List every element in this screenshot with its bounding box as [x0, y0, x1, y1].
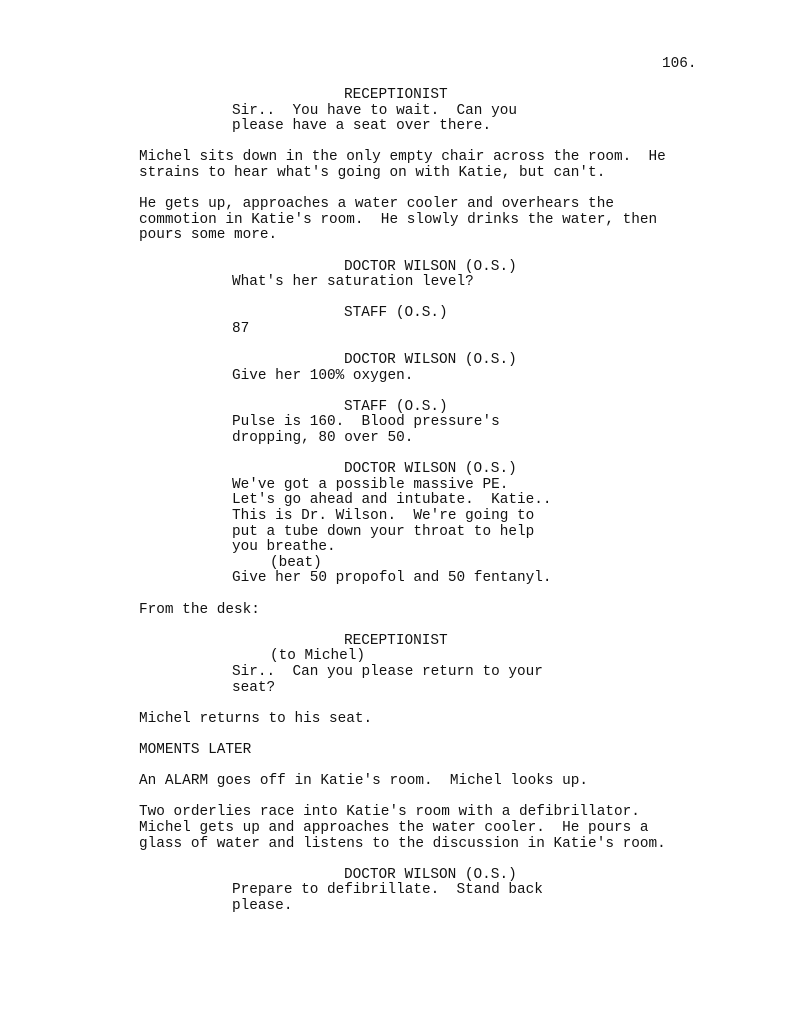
action-line: He gets up, approaches a water cooler and overhears the commotion in Katie's room. He slowly drinks the water, then pours some more.: [139, 196, 658, 244]
character-cue: STAFF (O.S.): [344, 398, 448, 415]
dialogue: Sir.. You have to wait. Can you please have a seat over there.: [232, 102, 517, 135]
dialogue: Give her 100% oxygen.: [232, 367, 414, 384]
action-line: From the desk:: [139, 601, 260, 618]
dialogue: 87: [232, 320, 250, 337]
character-cue: DOCTOR WILSON (O.S.): [344, 258, 517, 275]
action-line: An ALARM goes off in Katie's room. Michel looks up.: [139, 773, 589, 790]
parenthetical: (to Michel): [270, 648, 365, 665]
script-content: [0, 88, 791, 914]
dialogue: What's her saturation level?: [232, 274, 474, 291]
action-line: Two orderlies race into Katie's room with a defibrillator. Michel gets up and approaches the water cooler. He pours a glass of water and listens to the discussion in Katie's room.: [139, 804, 666, 852]
dialogue: Sir.. Can you please return to your seat?: [232, 663, 543, 696]
character-cue: DOCTOR WILSON (O.S.): [344, 461, 517, 478]
dialogue: We've got a possible massive PE. Let's go ahead and intubate. Katie.. This is Dr. Wilson. We're going to put a tube down your throat to help you breathe.: [232, 476, 552, 556]
character-cue: RECEPTIONIST: [344, 87, 448, 103]
character-cue: DOCTOR WILSON (O.S.): [344, 866, 517, 883]
action-line: Michel sits down in the only empty chair across the room. He strains to hear what's going on with Katie, but can't.: [139, 149, 666, 181]
parenthetical: (beat): [270, 554, 322, 571]
scene-transition: MOMENTS LATER: [139, 741, 252, 758]
character-cue: DOCTOR WILSON (O.S.): [344, 352, 517, 369]
action-line: Michel returns to his seat.: [139, 710, 373, 727]
page-number: 106.: [662, 56, 697, 72]
dialogue: Pulse is 160. Blood pressure's dropping, 80 over 50.: [232, 414, 500, 447]
character-cue: RECEPTIONIST: [344, 632, 448, 649]
dialogue: Prepare to defibrillate. Stand back please.: [232, 882, 543, 914]
character-cue: STAFF (O.S.): [344, 305, 448, 322]
dialogue: Give her 50 propofol and 50 fentanyl.: [232, 570, 552, 587]
